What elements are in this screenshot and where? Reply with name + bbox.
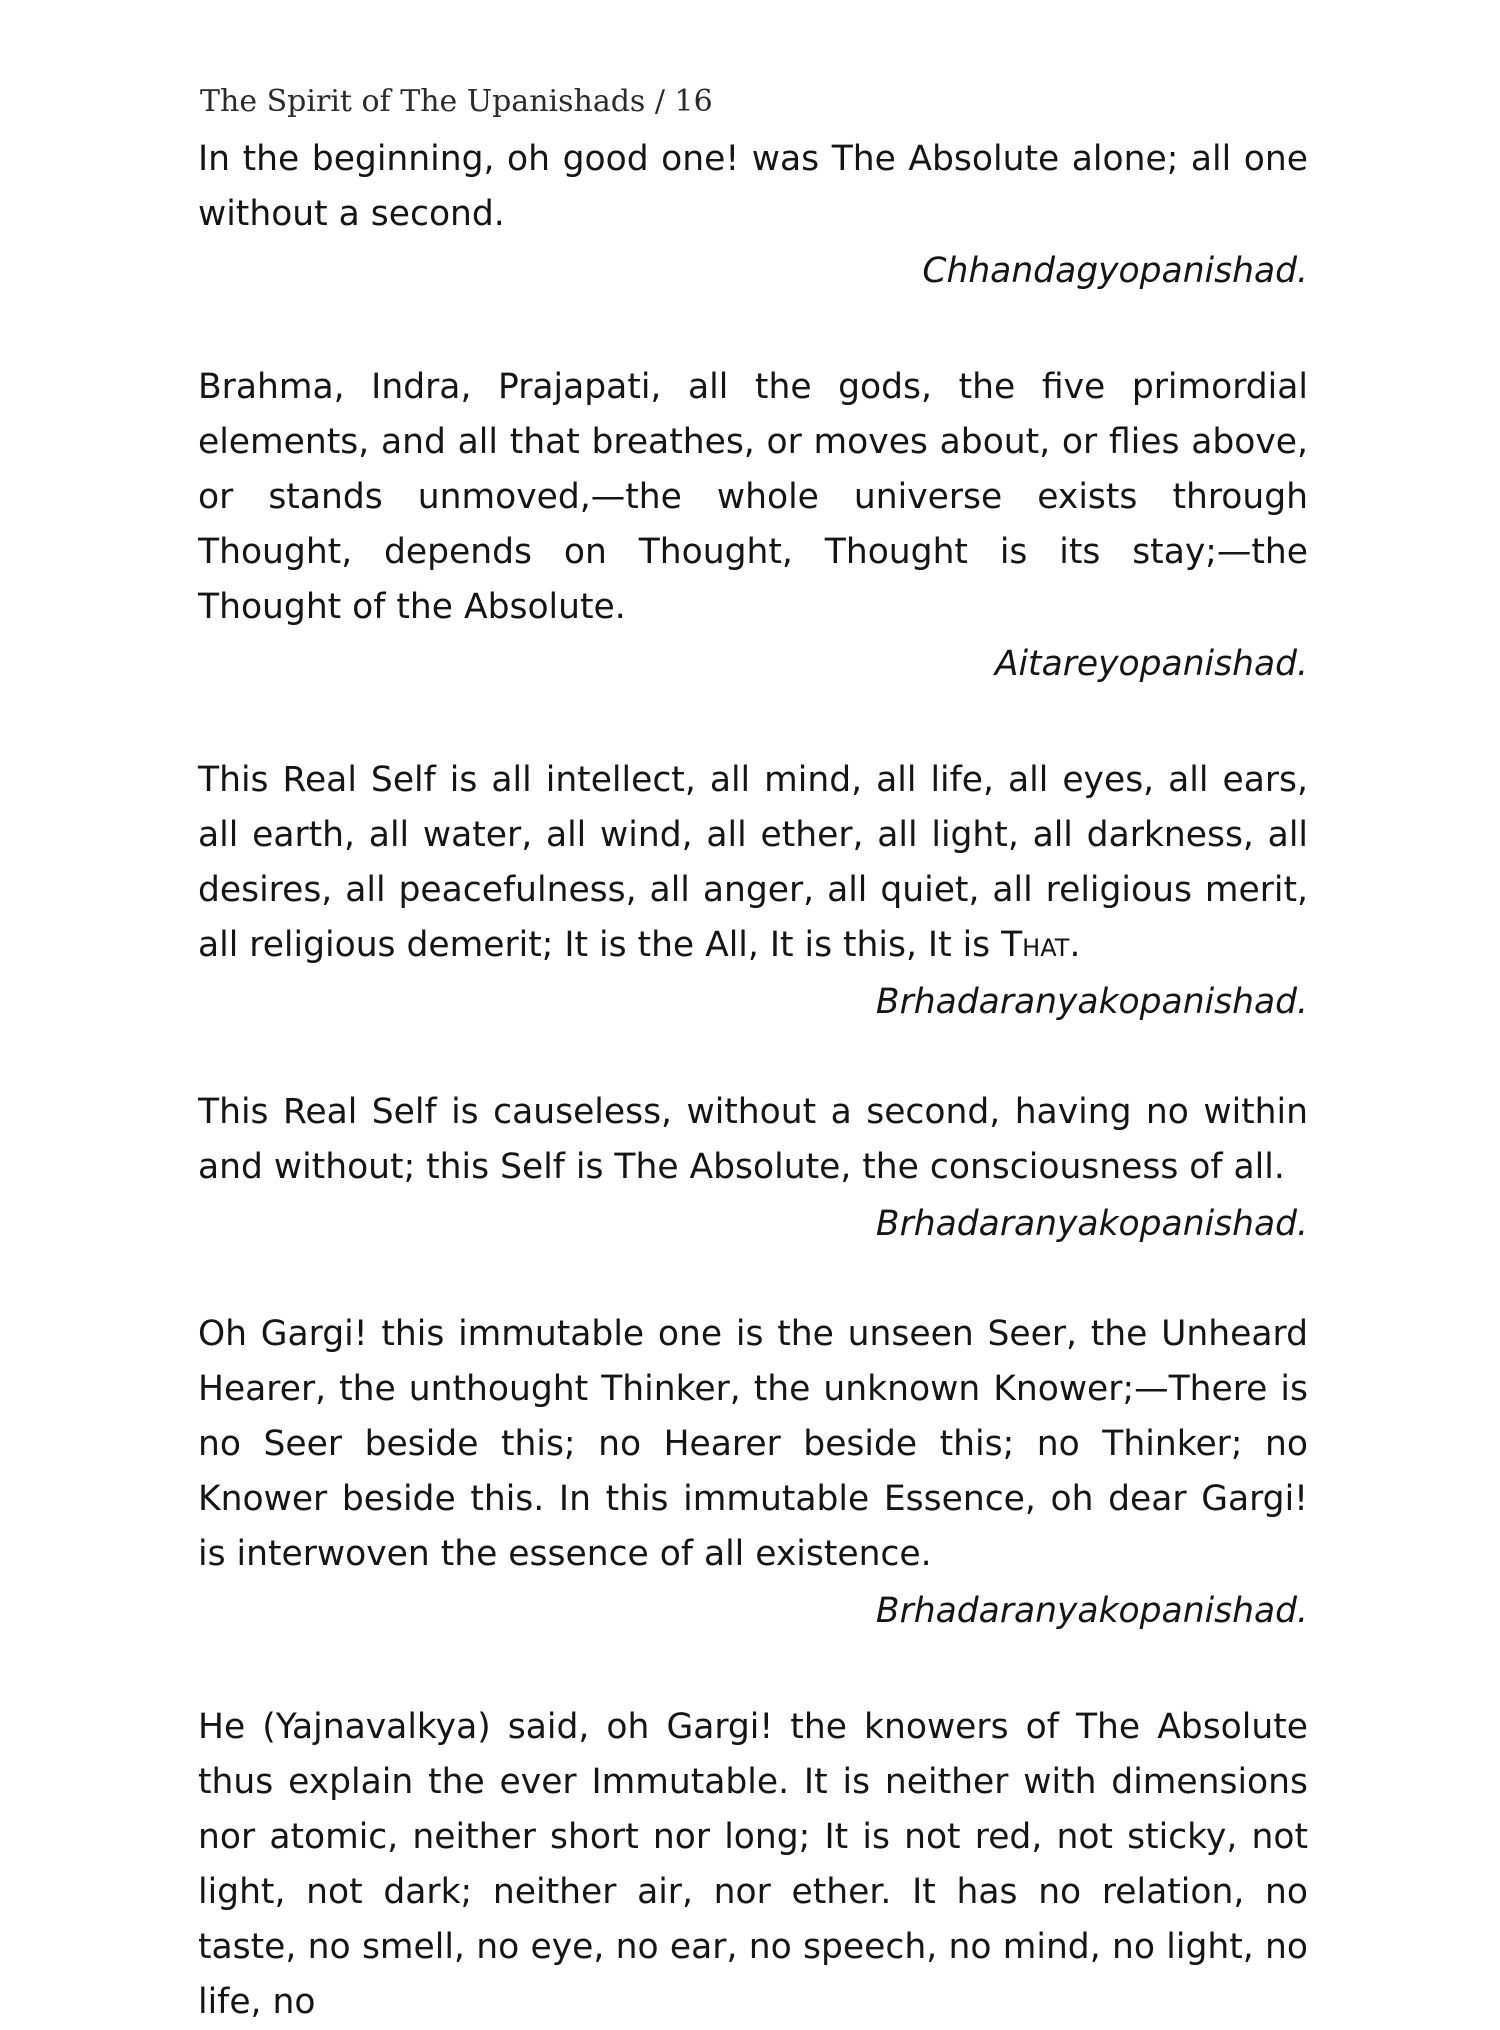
passage-source: Brhadaranyakopanishad. [875, 1591, 1308, 1631]
passage-5 [198, 1307, 1308, 1639]
passage-source: Brhadaranyakopanishad. [875, 982, 1308, 1022]
passage-source: Brhadaranyakopanishad. [875, 1204, 1308, 1244]
passage-1 [198, 132, 1308, 299]
passage-text: Brahma, Indra, Prajapati, all the gods, the five primordial elements, and all that breathes, or moves about, or flies above, or stands unmoved,—the whole universe exists through Thought, depends on Thought, Thought is its stay;—the Thought of the Absolute. [198, 367, 1308, 627]
passage-text-after: . [1069, 925, 1081, 965]
passage-4 [198, 1085, 1308, 1252]
passage-text-before: This Real Self is all intellect, all mind, all life, all eyes, all ears, all earth, all water, all wind, all ether, all light, all darkness, all desires, all peacefulness, all anger, all quiet, all religious merit, all religious demerit; It is the All, It is this, It is [198, 760, 1308, 965]
book-page [198, 82, 1308, 2030]
passage-text [198, 753, 1308, 973]
running-head: The Spirit of The Upanishads / 16 [200, 84, 713, 119]
passage-3 [198, 753, 1308, 1030]
passage-source: Chhandagyopanishad. [922, 251, 1308, 291]
passage-2 [198, 360, 1308, 692]
passage-6 [198, 1700, 1308, 2030]
passage-text: This Real Self is causeless, without a second, having no within and without; this Self is The Absolute, the consciousness of all. [198, 1092, 1308, 1187]
passage-source: Aitareyopanishad. [994, 644, 1308, 684]
passage-emphasis: That [1001, 925, 1070, 965]
passage-text: Oh Gargi! this immutable one is the unseen Seer, the Unheard Hearer, the unthought Thinker, the unknown Knower;—There is no Seer beside this; no Hearer beside this; no Thinker; no Knower beside this. In this immutable Essence, oh dear Gargi! is interwoven the essence of all existence. [198, 1314, 1308, 1574]
passage-text: In the beginning, oh good one! was The Absolute alone; all one without a second. [198, 139, 1308, 234]
passage-text: He (Yajnavalkya) said, oh Gargi! the knowers of The Absolute thus explain the ever Immutable. It is neither with dimensions nor atomic, neither short nor long; It is not red, not sticky, not light, not dark; neither air, nor ether. It has no relation, no taste, no smell, no eye, no ear, no speech, no mind, no light, no life, no [198, 1707, 1308, 2022]
